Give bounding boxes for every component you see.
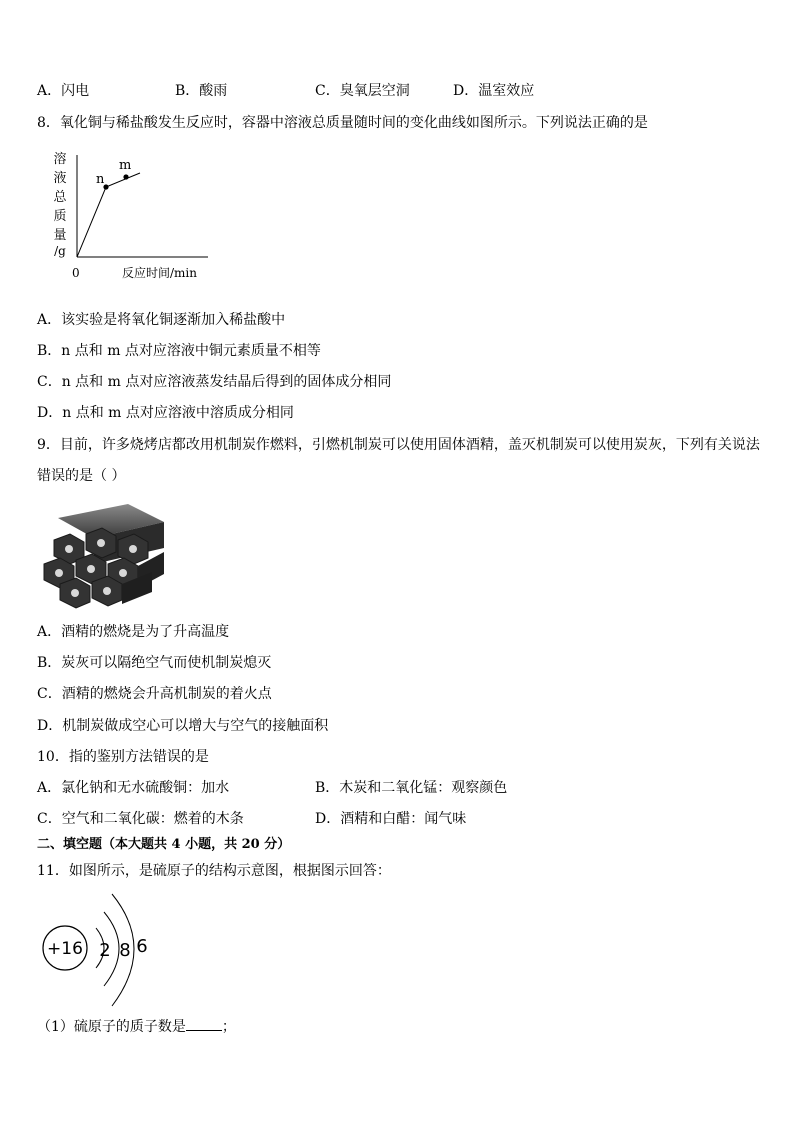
sulfur-atom-diagram (38, 886, 158, 1012)
q11-sub1-prefix: （1）硫原子的质子数是 (37, 1019, 186, 1035)
q9-option-d: D．机制炭做成空心可以增大与空气的接触面积 (37, 718, 329, 734)
shell-1-electrons: 2 (99, 940, 111, 961)
q9-option-c: C．酒精的燃烧会升高机制炭的着火点 (37, 686, 272, 702)
q8-option-b: B．n 点和 m 点对应溶液中铜元素质量不相等 (37, 343, 321, 359)
section-heading: 二、填空题（本大题共 4 小题，共 20 分） (37, 837, 291, 852)
q9-option-a: A．酒精的燃烧是为了升高温度 (37, 624, 230, 640)
graph-point-m (123, 174, 128, 179)
graph-curve (77, 173, 140, 257)
q7-option-c: C．臭氧层空洞 (315, 83, 410, 99)
q9-stem-line1: 9．目前，许多烧烤店都改用机制炭作燃料，引燃机制炭可以使用固体酒精，盖灭机制炭可以使用炭灰，下列有关说法 (37, 437, 760, 453)
graph-ylabel-char-5: 量 (53, 228, 67, 243)
q10-option-a: A．氯化钠和无水硫酸铜：加水 (37, 780, 230, 796)
q7-option-a: A．闪电 (37, 83, 90, 99)
q11-stem: 11．如图所示，是硫原子的结构示意图，根据图示回答： (37, 863, 391, 879)
graph-label-m: m (119, 158, 132, 173)
q11-sub1 (37, 1018, 236, 1036)
shell-3-electrons: 6 (136, 936, 148, 957)
q8-stem: 8．氧化铜与稀盐酸发生反应时，容器中溶液总质量随时间的变化曲线如图所示。下列说法正确的是 (37, 115, 648, 131)
q8-option-c: C．n 点和 m 点对应溶液蒸发结晶后得到的固体成分相同 (37, 374, 392, 390)
graph-ylabel-char-2: 液 (53, 171, 67, 186)
q7-option-b: B．酸雨 (175, 83, 228, 99)
q10-option-c: C．空气和二氧化碳：燃着的木条 (37, 811, 244, 827)
q10-stem: 10．指的鉴别方法错误的是 (37, 749, 209, 765)
charcoal-briquettes-image (40, 500, 168, 610)
shell-2-electrons: 8 (119, 940, 131, 961)
graph-y-unit: /g (54, 244, 66, 258)
q8-option-a: A．该实验是将氧化铜逐渐加入稀盐酸中 (37, 312, 286, 328)
q9-stem-line2: 错误的是（ ） (37, 468, 126, 484)
graph-label-n: n (96, 172, 105, 187)
q9-option-b: B．炭灰可以隔绝空气而使机制炭熄灭 (37, 655, 272, 671)
answer-blank[interactable] (186, 1018, 222, 1031)
graph-x-label: 反应时间/min (122, 266, 197, 280)
graph-origin: 0 (72, 266, 80, 280)
q11-sub1-suffix: ； (221, 1019, 236, 1035)
q8-mass-time-graph (40, 145, 220, 285)
graph-ylabel-char-1: 溶 (53, 152, 67, 167)
nucleus-charge: +16 (47, 939, 83, 959)
q10-option-d: D．酒精和白醋：闻气味 (315, 811, 467, 827)
graph-ylabel-char-3: 总 (53, 190, 67, 205)
q8-option-d: D．n 点和 m 点对应溶液中溶质成分相同 (37, 405, 294, 421)
q7-option-d: D．温室效应 (453, 83, 535, 99)
q10-option-b: B．木炭和二氧化锰：观察颜色 (315, 780, 508, 796)
graph-ylabel-char-4: 质 (53, 209, 67, 224)
